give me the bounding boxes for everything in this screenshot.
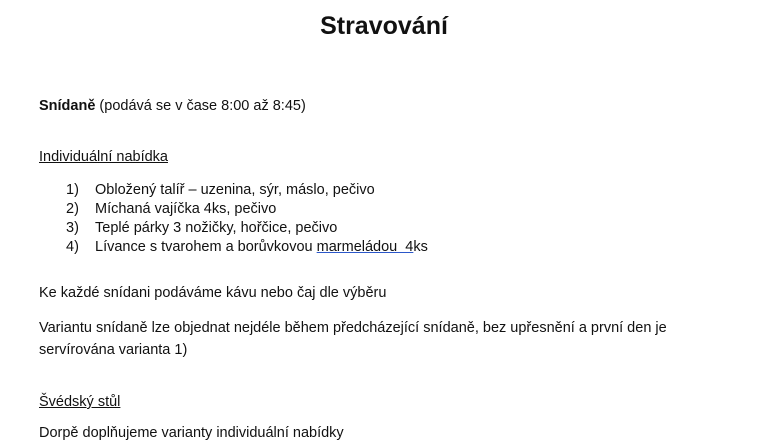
individual-offer-heading: Individuální nabídka — [39, 149, 168, 165]
list-item — [66, 219, 428, 238]
breakfast-heading: Snídaně — [39, 98, 96, 114]
list-item — [66, 181, 428, 200]
list-item-number: 3) — [66, 220, 79, 236]
breakfast-options-list — [66, 181, 428, 257]
order-note: Variantu snídaně lze objednat nejdéle během předcházející snídaně, bez upřesnění a první den je servírována varianta 1) — [39, 320, 667, 358]
page-title: Stravování — [320, 12, 448, 40]
list-item-text-end: ks — [413, 239, 428, 255]
list-item-text: Teplé párky 3 nožičky, hořčice, pečivo — [95, 220, 338, 236]
breakfast-time: (podává se v čase 8:00 až 8:45) — [95, 98, 306, 114]
list-item-text: Obložený talíř – uzenina, sýr, máslo, pečivo — [95, 182, 375, 198]
list-item-number: 1) — [66, 182, 79, 198]
list-item — [66, 238, 428, 257]
list-item-number: 4) — [66, 239, 79, 255]
list-item-marked-text: marmeládou 4 — [316, 239, 414, 255]
buffet-partial-text: Dorpě doplňujeme varianty individuální nabídky — [39, 425, 344, 441]
coffee-note: Ke každé snídani podáváme kávu nebo čaj dle výběru — [39, 285, 387, 301]
breakfast-line — [39, 97, 306, 115]
list-item — [66, 200, 428, 219]
list-item-number: 2) — [66, 201, 79, 217]
list-item-text: Lívance s tvarohem a borůvkovou — [95, 239, 317, 255]
list-item-text: Míchaná vajíčka 4ks, pečivo — [95, 201, 277, 217]
buffet-heading: Švédský stůl — [39, 394, 121, 410]
